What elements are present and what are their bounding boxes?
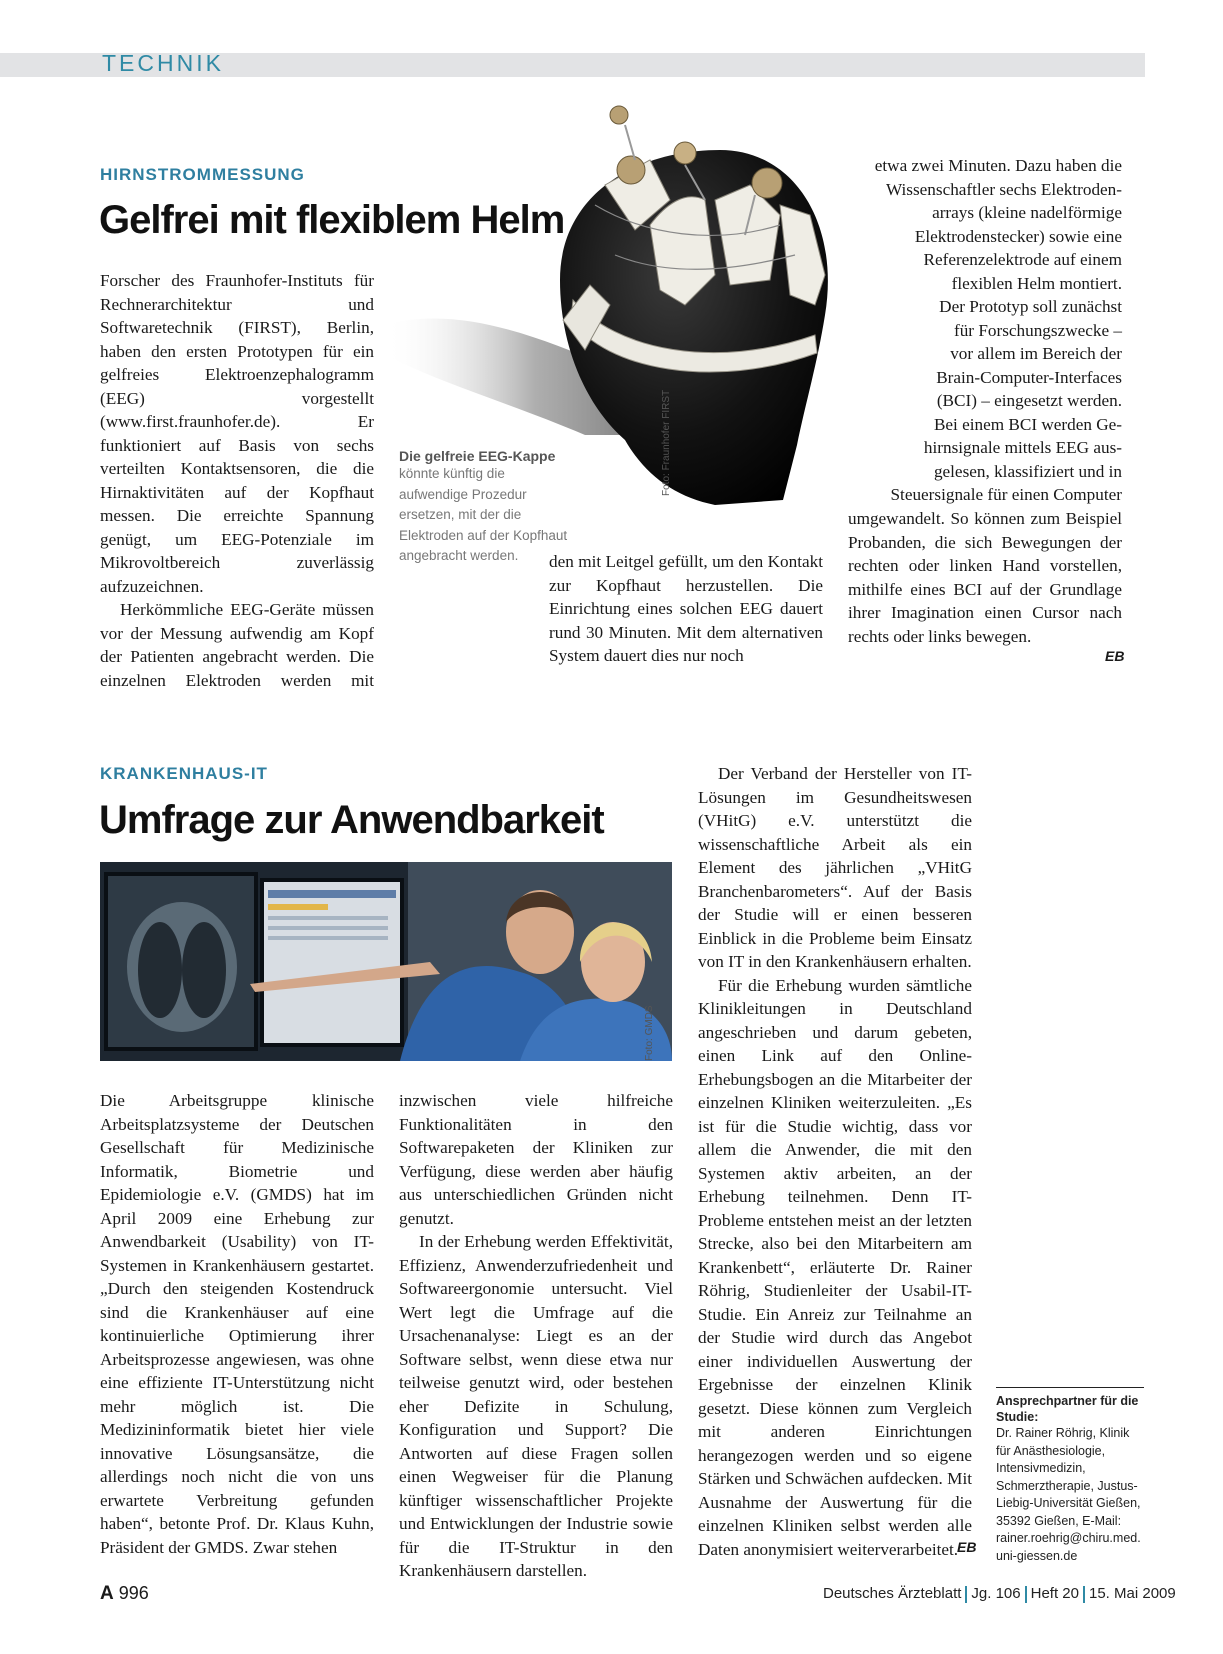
article2-paragraph: Die Arbeitsgruppe klinische Arbeitsplatzsysteme der Deutschen Gesellschaft für Medizinische Informatik, Biometrie und Epidemiologie e.V. (GMDS) hat im April 2009 eine Erhebung zur Anwendbarkeit (Usability) von IT-Systemen in Krankenhäusern gestartet. „Durch den steigenden Kostendruck sind die Krankenhäuser auf eine kontinuierliche Optimierung ihrer Arbeitsprozesse angewiesen, was ohne eine effiziente IT-Unterstützung nicht mehr möglich ist. Die Medizininformatik bietet hier viele innovative Lösungsansätze, die allerdings noch nicht die von uns erwartete Verbreitung gefunden haben“, betonte Prof. Dr. Klaus Kuhn, Präsident der GMDS. Zwar stehen bbox=[100, 1091, 374, 1557]
article2-column-1 bbox=[100, 1089, 374, 1559]
text-line: arrays (kleine nadelförmige bbox=[932, 203, 1122, 222]
text-line: Elektrodenstecker) sowie eine bbox=[914, 226, 1122, 246]
article2-photo-credit: Foto: GMDS bbox=[644, 1005, 655, 1061]
article2-column-2 bbox=[399, 1089, 673, 1583]
text-line: für Forschungszwecke – bbox=[953, 320, 1122, 340]
text-line: vor allem im Bereich der bbox=[950, 344, 1122, 363]
contact-title: Ansprechpartner für die Studie: bbox=[996, 1394, 1139, 1424]
article2-paragraph: In der Erhebung werden Effektivität, Effizienz, Anwenderzufriedenheit und Softwareergonomie untersucht. Viel Wert legt die Umfrage auf die Ursachenanalyse: Liegt es an der Software selbst, wenn diese etwa nur teilweise genutzt wird, oder bestehen eher Defizite in Schulung, Konfiguration und Support? Die Antworten auf diese Fragen sollen einen Wegweiser für die Planung künftiger wissenschaftlicher Projekte und Entwicklungen der Industrie sowie für die IT-Struktur in den Krankenhäusern darstellen. bbox=[399, 1232, 673, 1580]
article1-paragraph: Forscher des Fraunhofer-Instituts für Rechnerarchitektur und Softwaretechnik (FIRST), Berlin, haben den ersten Prototypen für ein gelfreies Elektroenzephalogramm (EEG) vorgestellt (www.first.fraunhofer.de). Er funktioniert auf Basis von sechs verteilten Kontaktsensoren, die die Hirnaktivitäten auf der Kopfhaut messen. Die erreichte Spannung genügt, um EEG-Potenziale im Mikrovoltbereich zuverlässig aufzuzeichnen. bbox=[100, 271, 374, 596]
text-line: flexiblen Helm montiert. bbox=[951, 273, 1122, 293]
journal-info bbox=[823, 1585, 1176, 1603]
separator bbox=[1083, 1586, 1085, 1603]
text-line: Wissenschaftler sechs Elektroden- bbox=[885, 179, 1122, 199]
page-number bbox=[100, 1583, 149, 1605]
article1-paragraph: Herkömmliche EEG-Geräte müssen vor der Messung aufwendig am Kopf der Patienten angebracht werden. Die einzelnen Elektroden werden mit bbox=[100, 600, 374, 690]
journal-issue: Heft 20 bbox=[1030, 1585, 1079, 1602]
article2-paragraph: inzwischen viele hilfreiche Funktionalitäten in den Softwarepaketen der Kliniken zur Verfügung, diese werden aber häufig aus unterschiedlichen Gründen nicht genutzt. bbox=[399, 1091, 673, 1228]
journal-date: 15. Mai 2009 bbox=[1089, 1585, 1176, 1602]
article1-column-1 bbox=[100, 269, 374, 692]
article1-signoff: EB bbox=[1105, 648, 1125, 664]
text-line: gelesen, klassifiziert und in bbox=[933, 461, 1122, 481]
article2-paragraph: Der Verband der Hersteller von IT-Lösungen im Gesundheitswesen (VHitG) e.V. unterstützt die wissenschaftliche Arbeit als ein Element des jährlichen „VHitG Branchenbarometers“. Auf der Basis der Studie will er einen besseren Einblick in die Probleme beim Einsatz von IT in den Krankenhäusern erhalten. bbox=[698, 764, 972, 971]
hospital-it-photo bbox=[100, 862, 672, 1061]
text-line: Der Prototyp soll zunächst bbox=[939, 297, 1122, 316]
article2-title: Umfrage zur Anwendbarkeit bbox=[99, 798, 604, 842]
article2-kicker: KRANKENHAUS-IT bbox=[100, 764, 268, 783]
contact-body: Dr. Rainer Röhrig, Klinik für Anästhesiologie, Intensivmedizin, Schmerztherapie, Justus-Liebig-Universität Gießen, 35392 Gießen, E-Mail: rainer.roehrig@chiru.med.uni-giessen.de bbox=[996, 1426, 1141, 1563]
article1-column-2: den mit Leitgel gefüllt, um den Kontakt zur Kopfhaut herzustellen. Die Einrichtung eines solchen EEG dauert rund 30 Minuten. Mit dem alternativen System dauert dies nur noch bbox=[549, 552, 823, 665]
page-number-value: 996 bbox=[118, 1583, 149, 1603]
text-line: etwa zwei Minuten. Dazu haben die bbox=[874, 156, 1122, 175]
caption-title: Die gelfreie EEG-Kappe bbox=[399, 448, 556, 464]
section-label: TECHNIK bbox=[102, 50, 224, 76]
article1-column-3-rest: umgewandelt. So können zum Beispiel Probanden, die sich Bewegungen der rechten oder linken Hand vorstellen, mithilfe eines BCI auf der Grundlage ihrer Imagination einen Cursor nach rechts oder links bewegen. bbox=[848, 509, 1122, 646]
page-prefix: A bbox=[100, 1583, 114, 1604]
text-line: (BCI) – eingesetzt werden. bbox=[936, 391, 1122, 410]
article1-title: Gelfrei mit flexiblem Helm bbox=[99, 198, 565, 242]
article1-column-3 bbox=[848, 154, 1122, 507]
article1-caption bbox=[399, 448, 571, 567]
article2-signoff: EB bbox=[957, 1539, 977, 1555]
contact-box bbox=[996, 1387, 1144, 1565]
text-line: Bei einem BCI werden Ge- bbox=[933, 414, 1122, 434]
separator bbox=[1025, 1586, 1027, 1603]
article2-column-3 bbox=[698, 762, 972, 1561]
caption-body: könnte künftig die aufwendige Prozedur ersetzen, mit der die Elektroden auf der Kopfhaut angebracht werden. bbox=[399, 466, 568, 563]
article1-kicker: HIRNSTROMMESSUNG bbox=[100, 165, 305, 184]
journal-volume: Jg. 106 bbox=[971, 1585, 1021, 1602]
text-line: Brain-Computer-Interfaces bbox=[936, 367, 1122, 387]
text-line: hirnsignale mittels EEG aus- bbox=[923, 438, 1122, 457]
text-line: Steuersignale für einen Computer bbox=[890, 485, 1122, 504]
article2-paragraph: Für die Erhebung wurden sämtliche Klinikleitungen in Deutschland angeschrieben und darum gebeten, einen Link auf den Online-Erhebungsbogen an die Mitarbeiter der einzelnen Kliniken weiterzuleiten. „Es ist für die Studie wichtig, dass vor allem die Anwender, die mit den Systemen aktiv arbeiten, an der Erhebung teilnehmen. Denn IT-Probleme entstehen meist an der letzten Strecke, also bei den Mitarbeitern am Krankenbett“, erläuterte Dr. Rainer Röhrig, Studienleiter der Usabil-IT-Studie. Ein Anreiz zur Teilnahme an der Studie wird durch das Angebot einer individuellen Auswertung der Ergebnisse der einzelnen Klinik gesetzt. Diese können zum Vergleich mit anderen Einrichtungen herangezogen werden und so eigene Stärken und Schwächen aufdecken. Mit Ausnahme der Auswertung für die einzelnen Kliniken selbst werden alle Daten anonymisiert weiterverarbeitet. bbox=[698, 975, 972, 1559]
journal-name: Deutsches Ärzteblatt bbox=[823, 1585, 962, 1602]
article1-photo-credit: Foto: Fraunhofer FIRST bbox=[661, 389, 672, 496]
text-line: Referenzelektrode auf einem bbox=[923, 250, 1122, 269]
separator bbox=[965, 1586, 967, 1603]
